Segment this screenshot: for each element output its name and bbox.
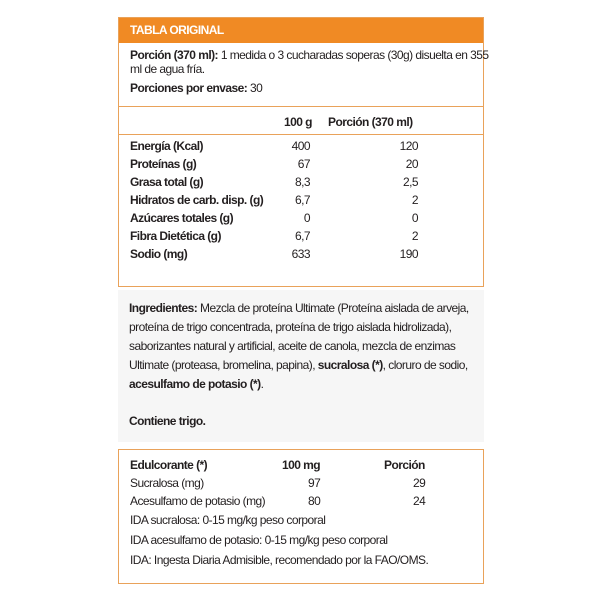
- sweetener-100mg: 97: [308, 476, 321, 490]
- ingredients-line: saborizantes natural y artificial, aceite de canola, mezcla de enzimas: [129, 339, 456, 353]
- sweeteners-table: [118, 449, 484, 584]
- ingredients-section: [118, 290, 484, 442]
- table-row: [130, 139, 420, 157]
- nutrient-name: Grasa total (g): [130, 175, 204, 189]
- table-row: [130, 157, 420, 175]
- sweetener-col-portion: Porción: [384, 458, 425, 472]
- nutrient-name: Energía (Kcal): [130, 139, 203, 153]
- ingredients-text: Mezcla de proteína Ultimate (Proteína aislada de arveja,: [200, 301, 469, 315]
- sucralose-bold: sucralosa (*): [317, 358, 383, 372]
- sweetener-name: Acesulfamo de potasio (mg): [130, 494, 266, 508]
- sweetener-row: [130, 494, 426, 512]
- sweetener-row: [130, 476, 426, 494]
- table-row: [130, 211, 420, 229]
- sweetener-name: Sucralosa (mg): [130, 476, 204, 490]
- table-title: TABLA ORIGINAL: [119, 18, 483, 43]
- value-portion: 20: [405, 157, 418, 171]
- sweetener-col-100mg: 100 mg: [282, 458, 321, 472]
- nutrition-table: [118, 17, 489, 287]
- ingredients-text: Ultimate (proteasa, bromelina, papina),: [129, 358, 315, 372]
- table-row: [130, 247, 420, 265]
- ida-note: IDA: Ingesta Diaria Admisible, recomendado por la FAO/OMS.: [130, 553, 429, 567]
- value-100g: 0: [303, 211, 310, 225]
- value-portion: 2: [411, 229, 418, 243]
- sweetener-header: [130, 458, 425, 476]
- table-row: [130, 229, 420, 247]
- divider: [119, 106, 483, 107]
- divider: [119, 134, 483, 135]
- serving-text: 1 medida o 3 cucharadas soperas (30g) disuelta en 355: [220, 48, 489, 62]
- ingredients-text: .: [260, 377, 264, 391]
- value-portion: 2: [411, 193, 418, 207]
- servings-per-container: [130, 81, 262, 95]
- sweetener-portion: 29: [413, 476, 426, 490]
- nutrient-name: Proteínas (g): [130, 157, 197, 171]
- sweetener-col-name: Edulcorante (*): [130, 458, 208, 472]
- acesulfame-bold: acesulfamo de potasio (*): [129, 377, 261, 391]
- value-portion: 120: [399, 139, 418, 153]
- ingredients-text: , cloruro de sodio,: [382, 358, 468, 372]
- allergen-statement: Contiene trigo.: [129, 414, 206, 428]
- value-100g: 400: [291, 139, 310, 153]
- servings-label: Porciones por envase:: [130, 81, 248, 95]
- ida-note: IDA sucralosa: 0-15 mg/kg peso corporal: [130, 513, 326, 527]
- nutrient-name: Sodio (mg): [130, 247, 188, 261]
- value-100g: 6,7: [294, 193, 310, 207]
- value-portion: 2,5: [402, 175, 418, 189]
- value-portion: 0: [411, 211, 418, 225]
- ingredients-line: proteína de trigo concentrada, proteína de trigo aislada hidrolizada),: [129, 320, 452, 334]
- sweetener-portion: 24: [413, 494, 426, 508]
- value-100g: 6,7: [294, 229, 310, 243]
- table-row: [130, 193, 420, 211]
- value-portion: 190: [399, 247, 418, 261]
- ingredients-label: Ingredientes:: [129, 301, 198, 315]
- nutrient-name: Azúcares totales (g): [130, 211, 234, 225]
- serving-line2: ml de agua fría.: [130, 62, 205, 76]
- ingredients-line: [129, 358, 468, 372]
- ingredients-line: [129, 377, 263, 391]
- ingredients-line: [129, 301, 469, 315]
- table-row: [130, 175, 420, 193]
- value-100g: 67: [297, 157, 310, 171]
- sweetener-100mg: 80: [308, 494, 321, 508]
- serving-label: Porción (370 ml):: [130, 48, 219, 62]
- ida-note: IDA acesulfamo de potasio: 0-15 mg/kg peso corporal: [130, 533, 388, 547]
- col-header-100g: 100 g: [284, 115, 312, 129]
- col-header-portion: Porción (370 ml): [328, 115, 413, 129]
- value-100g: 8,3: [294, 175, 310, 189]
- nutrient-name: Hidratos de carb. disp. (g): [130, 193, 264, 207]
- serving-line1: [130, 48, 489, 62]
- servings-value: 30: [249, 81, 263, 95]
- nutrient-name: Fibra Dietética (g): [130, 229, 221, 243]
- value-100g: 633: [291, 247, 310, 261]
